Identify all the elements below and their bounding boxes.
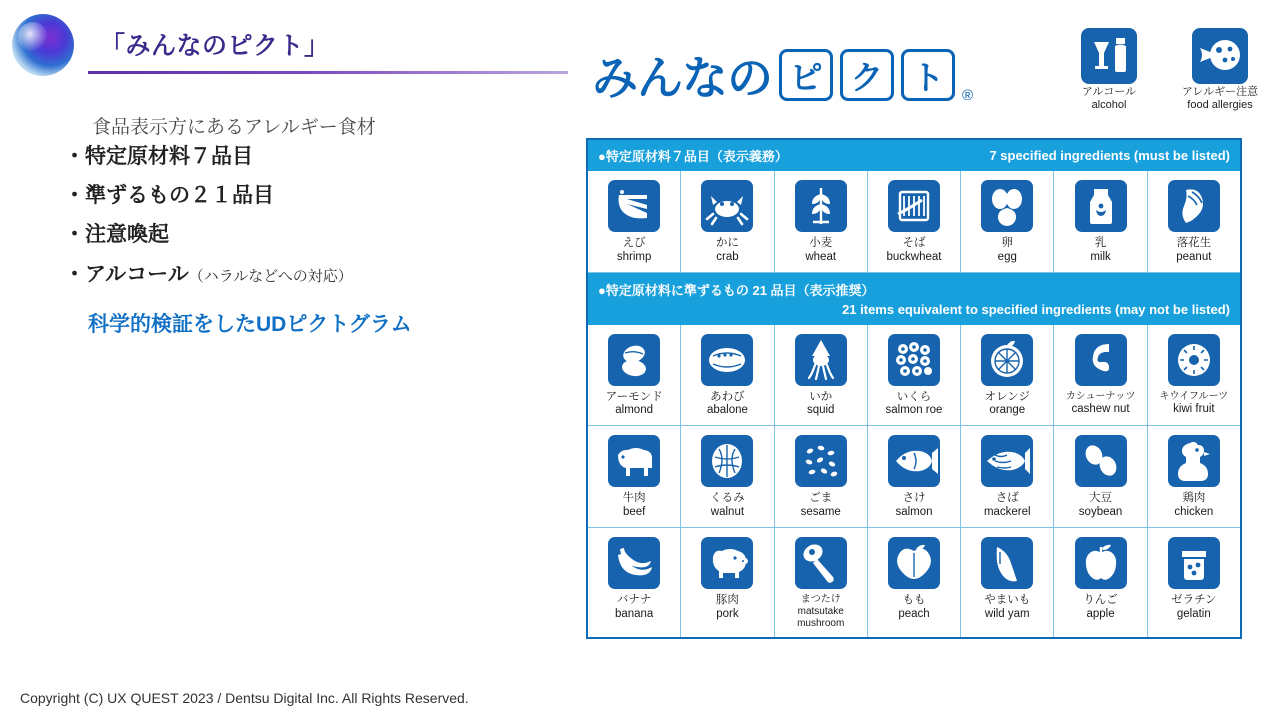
- label-en: salmon: [895, 505, 933, 518]
- decorative-gradient-circle: [12, 14, 74, 76]
- list-item: [64, 222, 554, 247]
- label-en: shrimp: [616, 250, 652, 263]
- abalone-icon: [701, 334, 753, 386]
- label-en: peach: [898, 607, 930, 620]
- pictogram-cell-gelatin: [1148, 528, 1240, 637]
- label-jp: 乳: [1094, 237, 1107, 249]
- list-item: [64, 183, 554, 208]
- label-en: matsutake mushroom: [797, 605, 845, 629]
- walnut-icon: [701, 435, 753, 487]
- badge-label-jp: アルコール: [1081, 86, 1137, 98]
- alcohol-icon: [1081, 28, 1137, 84]
- pictogram-cell-apple: [1054, 528, 1147, 637]
- almond-icon: [608, 334, 660, 386]
- label-en: salmon roe: [885, 404, 943, 417]
- soybean-icon: [1075, 435, 1127, 487]
- bullet-list: [64, 144, 554, 301]
- label-en: wild yam: [984, 607, 1030, 620]
- section-header-jp: ●特定原材料に準ずるもの 21 品目（表示推奨）: [598, 282, 875, 298]
- bullet-main: ・特定原材料７品目: [64, 145, 253, 168]
- pictogram-cell-walnut: [681, 426, 774, 527]
- label-en: walnut: [710, 505, 745, 518]
- badge-label-en: food allergies: [1187, 98, 1253, 111]
- lead-text: 食品表示方にあるアレルギー食材: [92, 117, 376, 138]
- page-title: 「みんなのピクト」: [100, 32, 330, 60]
- badge-food-allergies: [1174, 28, 1266, 111]
- chicken-icon: [1168, 435, 1220, 487]
- label-en: peanut: [1176, 250, 1212, 263]
- label-jp: さけ: [902, 492, 926, 505]
- food-allergies-icon: [1192, 28, 1248, 84]
- label-jp: 鶏肉: [1182, 492, 1206, 505]
- beef-icon: [608, 435, 660, 487]
- section-header-jp: ●特定原材料７品目（表示義務）: [598, 149, 788, 164]
- table-row: [588, 171, 1240, 273]
- pictogram-cell-squid: [775, 325, 868, 426]
- wheat-icon: [795, 180, 847, 232]
- label-jp: まつたけ: [800, 593, 841, 605]
- pictogram-cell-kiwi-fruit: [1148, 325, 1240, 426]
- badge-label-en: alcohol: [1091, 98, 1127, 111]
- pictogram-cell-peanut: [1148, 171, 1240, 272]
- label-jp: そば: [902, 237, 926, 249]
- label-en: apple: [1086, 607, 1115, 620]
- label-en: gelatin: [1176, 607, 1211, 620]
- label-en: wheat: [805, 250, 837, 263]
- label-jp: 豚肉: [715, 593, 739, 606]
- sesame-icon: [795, 435, 847, 487]
- label-en: egg: [997, 250, 1017, 263]
- label-jp: 卵: [1001, 237, 1014, 249]
- badge-alcohol: [1080, 28, 1138, 111]
- label-en: buckwheat: [886, 250, 942, 263]
- pictogram-cell-pork: [681, 528, 774, 637]
- logo-text-jp: みんなの: [592, 51, 772, 105]
- label-en: milk: [1090, 250, 1111, 263]
- logo-box-pi: ピ: [779, 49, 833, 101]
- label-en: beef: [622, 505, 646, 518]
- label-en: almond: [615, 404, 653, 417]
- label-jp: もも: [902, 593, 926, 606]
- label-en: sesame: [800, 505, 841, 518]
- table-row: [588, 325, 1240, 427]
- pictogram-cell-chicken: [1148, 426, 1240, 527]
- section-header-en: 21 items equivalent to specified ingredients (may not be listed): [842, 301, 1230, 317]
- egg-icon: [981, 180, 1033, 232]
- pictogram-cell-buckwheat: [868, 171, 961, 272]
- bullet-main: ・注意喚起: [64, 223, 169, 247]
- pictogram-cell-abalone: [681, 325, 774, 426]
- pictogram-chart-panel: [578, 0, 1280, 720]
- label-jp: 大豆: [1089, 492, 1113, 505]
- pictogram-cell-wild-yam: [961, 528, 1054, 637]
- pictogram-cell-salmon-roe: [868, 325, 961, 426]
- label-en: banana: [614, 607, 654, 620]
- orange-icon: [981, 334, 1033, 386]
- pictogram-cell-matsutake-mushroom: [775, 528, 868, 637]
- label-jp: いか: [809, 390, 833, 403]
- salmon-icon: [888, 435, 940, 487]
- pictogram-cell-shrimp: [588, 171, 681, 272]
- bullet-main: ・アルコール: [64, 262, 189, 286]
- milk-icon: [1075, 180, 1127, 232]
- label-jp: キウイフルーツ: [1159, 390, 1229, 402]
- copyright-text: Copyright (C) UX QUEST 2023 / Dentsu Digital Inc. All Rights Reserved.: [20, 690, 469, 706]
- pictogram-cell-orange: [961, 325, 1054, 426]
- pork-icon: [701, 537, 753, 589]
- pictogram-cell-peach: [868, 528, 961, 637]
- list-item: [64, 144, 554, 169]
- label-jp: 落花生: [1176, 237, 1212, 249]
- label-en: mackerel: [983, 505, 1031, 518]
- logo-box-ku: ク: [840, 49, 894, 101]
- label-jp: あわび: [710, 390, 745, 403]
- pictogram-cell-soybean: [1054, 426, 1147, 527]
- bullet-main: ・準ずるもの２１品目: [64, 184, 274, 208]
- gelatin-icon: [1168, 537, 1220, 589]
- pictogram-cell-milk: [1054, 171, 1147, 272]
- highlight-text: 科学的検証をしたUDピクトグラム: [88, 313, 412, 336]
- pictogram-cell-beef: [588, 426, 681, 527]
- label-jp: バナナ: [616, 593, 652, 606]
- label-jp: アーモンド: [605, 390, 663, 403]
- registered-trademark: ®: [962, 87, 974, 104]
- label-jp: ゼラチン: [1171, 593, 1217, 606]
- label-en: orange: [989, 404, 1026, 417]
- banana-icon: [608, 537, 660, 589]
- label-jp: えび: [622, 237, 646, 249]
- badge-label-jp: アレルギー注意: [1181, 86, 1259, 98]
- pictogram-cell-wheat: [775, 171, 868, 272]
- section-header-specified: [588, 140, 1240, 171]
- label-jp: さば: [995, 492, 1019, 505]
- list-item: [64, 262, 554, 287]
- peanut-icon: [1168, 180, 1220, 232]
- pictogram-cell-salmon: [868, 426, 961, 527]
- label-jp: オレンジ: [984, 390, 1030, 403]
- label-en: squid: [806, 404, 835, 417]
- salmon-roe-icon: [888, 334, 940, 386]
- label-en: soybean: [1078, 505, 1123, 518]
- label-jp: 小麦: [809, 237, 833, 249]
- pictogram-cell-banana: [588, 528, 681, 637]
- label-en: pork: [716, 607, 739, 620]
- pictogram-cell-cashew-nut: [1054, 325, 1147, 426]
- label-jp: いくら: [896, 390, 932, 403]
- label-jp: やまいも: [984, 593, 1031, 606]
- buckwheat-icon: [888, 180, 940, 232]
- peach-icon: [888, 537, 940, 589]
- label-en: cashew nut: [1071, 402, 1130, 415]
- table-row: [588, 528, 1240, 637]
- kiwi-fruit-icon: [1168, 334, 1220, 386]
- section-header-equivalent: [588, 273, 1240, 325]
- wild-yam-icon: [981, 537, 1033, 589]
- label-en: kiwi fruit: [1173, 402, 1215, 415]
- title-divider: [88, 71, 568, 74]
- label-jp: りんご: [1083, 593, 1118, 606]
- table-row: [588, 426, 1240, 528]
- pictogram-cell-crab: [681, 171, 774, 272]
- matsutake-mushroom-icon: [795, 537, 847, 589]
- apple-icon: [1075, 537, 1127, 589]
- squid-icon: [795, 334, 847, 386]
- label-jp: 牛肉: [622, 492, 646, 505]
- logo-box-to: ト: [901, 49, 955, 101]
- label-jp: カシューナッツ: [1065, 390, 1136, 402]
- cashew-nut-icon: [1075, 334, 1127, 386]
- section-header-en: 7 specified ingredients (must be listed): [989, 148, 1230, 163]
- label-jp: ごま: [809, 492, 833, 505]
- label-en: crab: [716, 250, 739, 263]
- shrimp-icon: [608, 180, 660, 232]
- pictogram-cell-sesame: [775, 426, 868, 527]
- brand-header: [586, 14, 1276, 126]
- slide-left-panel: [0, 0, 580, 720]
- label-en: abalone: [706, 404, 748, 417]
- minna-no-pict-logo: [592, 42, 973, 108]
- pictogram-cell-almond: [588, 325, 681, 426]
- label-en: chicken: [1174, 505, 1214, 518]
- label-jp: かに: [715, 237, 739, 249]
- label-jp: くるみ: [710, 492, 745, 505]
- pictogram-table: [586, 138, 1242, 639]
- crab-icon: [701, 180, 753, 232]
- mackerel-icon: [981, 435, 1033, 487]
- pictogram-cell-egg: [961, 171, 1054, 272]
- pictogram-cell-mackerel: [961, 426, 1054, 527]
- bullet-sub: （ハラルなどへの対応）: [188, 267, 353, 285]
